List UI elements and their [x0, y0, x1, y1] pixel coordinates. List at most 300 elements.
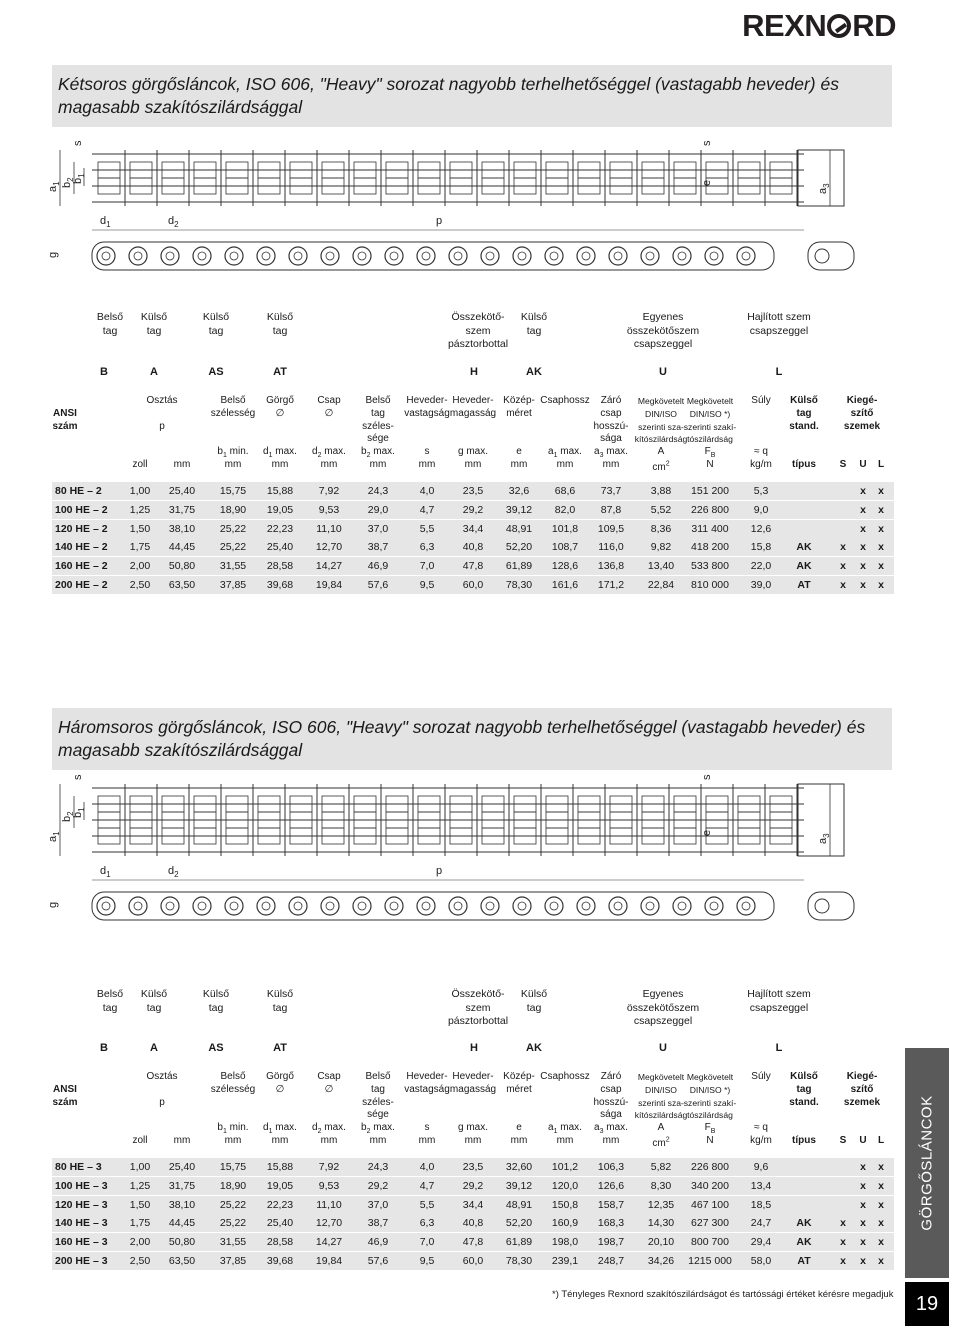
row-cell: 14,27: [315, 560, 343, 573]
roller: [321, 247, 339, 265]
hdr-p: p: [159, 1096, 165, 1108]
hdr-kozepmeret: Közép- méret: [503, 395, 535, 419]
type-letter-h: H: [470, 1042, 478, 1054]
pin: [486, 252, 494, 260]
row-cell: 19,05: [266, 1179, 294, 1192]
row-cell: 5,5: [419, 522, 435, 535]
pin: [646, 902, 654, 910]
roller: [545, 247, 563, 265]
hdr-mm-b1: mm: [224, 1135, 242, 1146]
row-cell: 23,5: [462, 1161, 484, 1173]
hdr-kiegeszito: Kiegé- szítő szemek: [843, 1071, 881, 1108]
row-cell: 20,10: [647, 1236, 675, 1249]
hdr-ansi: ANSI szám: [52, 1083, 78, 1108]
roller: [577, 247, 595, 265]
roller: [257, 247, 275, 265]
hdr-mm-p: mm: [173, 459, 191, 470]
row-cell: 38,10: [168, 1198, 196, 1211]
caption-line: pásztorbottal: [447, 1015, 509, 1027]
pin: [262, 902, 270, 910]
hdr-mm-g: mm: [464, 459, 482, 470]
row-cell: 4,0: [419, 1161, 435, 1173]
hdr-belso-tag: Belső tag széles- sége: [362, 395, 394, 445]
row-cell: 9,53: [318, 1179, 340, 1192]
row-cell: 1,75: [129, 1217, 151, 1230]
row-ansi-number: 160 HE – 3: [55, 1236, 108, 1249]
hdr-diam-d1: ∅: [275, 407, 285, 419]
type-letter-ak: AK: [526, 366, 542, 378]
row-cell: 25,40: [266, 541, 294, 554]
hdr-heveder-magassag: Heveder- magasság: [449, 395, 497, 419]
hdr-A: A: [657, 446, 665, 458]
type-letter-at: AT: [273, 366, 287, 378]
row-cell: 50,80: [168, 1236, 196, 1249]
end-link: [798, 150, 844, 206]
caption-5: [521, 311, 547, 338]
dim-label-s-right: s: [701, 140, 713, 146]
table-row: [52, 520, 894, 538]
row-cell: 101,2: [551, 1161, 579, 1173]
row-cell: 9,82: [650, 541, 672, 554]
dim-label-a1: $a_1$: [47, 831, 61, 842]
row-cell: 6,3: [419, 1217, 435, 1230]
row-cell: x: [860, 1179, 866, 1192]
row-cell: 226 800: [691, 503, 729, 516]
row-cell: 82,0: [554, 503, 576, 516]
row-cell: 37,85: [219, 1255, 247, 1267]
offset-roller: [815, 249, 829, 263]
row-cell: 12,70: [315, 541, 343, 554]
row-cell: 2,50: [129, 1255, 151, 1267]
caption-line: Hajlított szem: [747, 988, 811, 1000]
row-cell: 108,7: [551, 541, 579, 554]
row-cell: 19,84: [315, 1255, 343, 1267]
row-cell: 38,7: [367, 541, 389, 554]
pin: [518, 252, 526, 260]
table-row: [52, 482, 894, 500]
hdr-mm-d2: mm: [320, 1135, 338, 1146]
row-ansi-number: 120 HE – 2: [55, 522, 108, 535]
hdr-suly: Súly: [751, 1071, 771, 1082]
row-cell: 40,8: [462, 1217, 484, 1230]
pin: [710, 252, 718, 260]
type-letter-u: U: [659, 1042, 667, 1054]
row-cell: 44,45: [168, 1217, 196, 1230]
row-cell: 15,75: [219, 485, 247, 497]
table-row: [52, 1233, 894, 1251]
pin: [198, 902, 206, 910]
row-cell: 29,4: [750, 1236, 772, 1249]
roller: [609, 247, 627, 265]
hdr-U: U: [859, 459, 867, 470]
hdr-N: N: [706, 1135, 714, 1146]
caption-line: szem: [465, 1001, 491, 1014]
row-cell: 3,88: [650, 485, 672, 497]
caption-3: [267, 311, 293, 338]
table-row: [52, 1252, 894, 1270]
caption-line: csapszeggel: [633, 1015, 693, 1027]
row-cell: 25,40: [168, 485, 196, 497]
roller: [385, 897, 403, 915]
pin: [614, 902, 622, 910]
pin: [742, 902, 750, 910]
row-cell: 467 100: [691, 1198, 729, 1211]
row-cell: 48,91: [505, 522, 533, 535]
row-cell: 15,75: [219, 1161, 247, 1173]
caption-line: Hajlított szem: [747, 311, 811, 323]
hdr-S: S: [839, 459, 847, 470]
pin: [198, 252, 206, 260]
roller: [129, 897, 147, 915]
hdr-q: ≈ q: [754, 1122, 768, 1134]
row-cell: 1,25: [129, 503, 151, 516]
caption-line: Külső: [202, 988, 230, 1000]
row-cell: 73,7: [600, 485, 622, 497]
row-cell: 60,0: [462, 1255, 484, 1267]
hdr-mm-g: mm: [464, 1135, 482, 1146]
pin: [454, 252, 462, 260]
caption-line: csapszeggel: [749, 1001, 809, 1014]
row-cell: 46,9: [367, 560, 389, 573]
roller: [161, 247, 179, 265]
hdr-kulso-tag: Külső tag stand.: [789, 395, 819, 432]
roller: [705, 897, 723, 915]
row-cell: 19,05: [266, 503, 294, 516]
hdr-mm-s: mm: [418, 1135, 436, 1146]
hdr-gorgo: Görgő: [266, 395, 294, 406]
roller: [289, 247, 307, 265]
dim-label-p: p: [436, 215, 443, 227]
roller: [97, 897, 115, 915]
pin: [486, 902, 494, 910]
hdr-zaro-csap: Záró csap hosszú- sága: [593, 395, 629, 445]
type-letter-a: A: [150, 366, 158, 378]
row-cell: 7,0: [419, 560, 435, 573]
pin: [582, 902, 590, 910]
roller: [449, 897, 467, 915]
row-cell: x: [878, 485, 884, 497]
hdr-zoll: zoll: [132, 1135, 148, 1146]
caption-line: Külső: [520, 988, 548, 1000]
pin: [390, 252, 398, 260]
dim-label-s-left: s: [72, 774, 84, 780]
roller: [289, 897, 307, 915]
row-cell: x: [840, 1217, 846, 1230]
type-letter-h: H: [470, 366, 478, 378]
hdr-mm-b2: mm: [369, 1135, 387, 1146]
hdr-diam-d2: ∅: [324, 407, 334, 419]
row-ansi-number: 160 HE – 2: [55, 560, 108, 573]
row-cell: x: [840, 541, 846, 554]
side-plates: [92, 242, 774, 270]
row-cell: 9,6: [753, 1161, 769, 1173]
row-cell: 160,9: [551, 1217, 579, 1230]
roller: [321, 897, 339, 915]
caption-0: [97, 988, 123, 1015]
row-cell: 12,70: [315, 1217, 343, 1230]
row-cell: 15,88: [266, 485, 294, 497]
hdr-gorgo: Görgő: [266, 1071, 294, 1082]
caption-5: [521, 988, 547, 1015]
row-cell: 533 800: [691, 560, 729, 573]
caption-line: Külső: [140, 988, 168, 1000]
roller: [577, 897, 595, 915]
hdr-N: N: [706, 459, 714, 470]
table-row: [52, 1158, 894, 1176]
dim-label-b2: $b_2$: [61, 177, 75, 188]
row-cell: 2,50: [129, 579, 151, 591]
hdr-megkovetelt-2: Megkövetelt DIN/ISO *) szerinti szakí- tószilárdság: [683, 396, 737, 445]
row-ansi-number: 100 HE – 3: [55, 1179, 108, 1192]
row-cell: 4,0: [419, 485, 435, 497]
row-ansi-number: 200 HE – 3: [55, 1255, 108, 1267]
row-ansi-number: 140 HE – 2: [55, 541, 108, 554]
dim-label-g: g: [47, 251, 59, 258]
row-cell: 25,40: [168, 1161, 196, 1173]
pin: [550, 252, 558, 260]
hdr-mm-a3: mm: [602, 1135, 620, 1146]
caption-1: [141, 311, 167, 338]
row-ansi-number: 100 HE – 2: [55, 503, 108, 516]
row-cell: 9,5: [419, 1255, 435, 1267]
type-letter-l: L: [775, 1042, 783, 1054]
pin: [390, 902, 398, 910]
row-cell: 226 800: [691, 1161, 729, 1173]
hdr-d2: $d_2$ max.: [312, 446, 346, 460]
row-cell: 6,3: [419, 541, 435, 554]
roller: [609, 897, 627, 915]
hdr-a1: $a_1$ max.: [548, 446, 582, 460]
row-cell: 109,5: [597, 522, 625, 535]
row-cell: x: [878, 541, 884, 554]
row-cell: 14,30: [647, 1217, 675, 1230]
row-cell: 23,5: [462, 485, 484, 497]
roller: [193, 897, 211, 915]
hdr-cm2: $cm^2$: [652, 461, 670, 474]
row-cell: 78,30: [505, 1255, 533, 1267]
hdr-csaphossz: Csaphossz: [540, 1071, 590, 1082]
row-cell: 29,2: [462, 1179, 484, 1192]
row-cell: 37,85: [219, 579, 247, 591]
row-cell: 5,52: [650, 503, 672, 516]
rexnord-logo: REXN RD: [742, 8, 896, 43]
row-cell: 39,12: [505, 1179, 533, 1192]
row-cell: 44,45: [168, 541, 196, 554]
hdr-a3: $a_3$ max.: [594, 446, 628, 460]
caption-line: pásztorbottal: [447, 338, 509, 350]
triple-chain-drawing: [44, 774, 894, 958]
caption-line: tag: [208, 324, 224, 337]
hdr-osztas: Osztás: [146, 1071, 178, 1082]
row-cell: x: [860, 579, 866, 591]
section-title-double: Kétsoros görgősláncok, ISO 606, "Heavy" sorozat nagyobb terhelhetőséggel (vastagabb heveder) és magasabb szakítószilárdsággal: [52, 65, 892, 127]
row-cell: x: [840, 560, 846, 573]
row-cell: 31,75: [168, 503, 196, 516]
row-cell: 158,7: [597, 1198, 625, 1211]
row-cell: x: [860, 541, 866, 554]
logo-o-mark: [827, 14, 851, 38]
row-cell: x: [878, 522, 884, 535]
row-cell: 22,23: [266, 1198, 294, 1211]
hdr-q: ≈ q: [754, 446, 768, 458]
hdr-mm-a3: mm: [602, 459, 620, 470]
pin: [518, 902, 526, 910]
row-cell: x: [878, 503, 884, 516]
row-cell: 126,6: [597, 1179, 625, 1192]
row-cell: 39,0: [750, 579, 772, 591]
row-cell: 15,8: [750, 541, 772, 554]
row-cell: 39,68: [266, 579, 294, 591]
row-cell: 1,25: [129, 1179, 151, 1192]
row-cell: 13,4: [750, 1179, 772, 1192]
row-cell: 18,90: [219, 1179, 247, 1192]
row-cell: 1,50: [129, 1198, 151, 1211]
dim-label-s-right: s: [701, 774, 713, 780]
pin: [646, 252, 654, 260]
row-cell: 11,10: [316, 1198, 342, 1211]
roller: [673, 897, 691, 915]
hdr-F: $F_B$: [704, 1122, 716, 1136]
caption-line: tag: [272, 324, 288, 337]
row-cell: 46,9: [367, 1236, 389, 1249]
row-cell: 136,8: [597, 560, 625, 573]
pin: [294, 252, 302, 260]
row-cell: 25,40: [266, 1217, 294, 1230]
row-cell: 1,00: [129, 1161, 151, 1173]
row-cell: 18,90: [219, 503, 247, 516]
dim-label-g: g: [47, 901, 59, 908]
roller: [545, 897, 563, 915]
caption-line: Összekötő-: [451, 988, 505, 1000]
footnote: *) Tényleges Rexnord szakítószilárdságot és tartóssági értéket kérésre megadjuk: [552, 1289, 894, 1300]
row-cell: 418 200: [691, 541, 729, 554]
row-cell: x: [860, 1236, 866, 1249]
row-cell: 29,0: [367, 503, 389, 516]
row-cell: 9,5: [419, 579, 435, 591]
row-cell: 29,2: [367, 1179, 389, 1192]
row-cell: x: [860, 1198, 866, 1211]
row-cell: 12,35: [647, 1198, 675, 1211]
row-cell: 15,88: [266, 1161, 294, 1173]
pin: [262, 252, 270, 260]
row-cell: 61,89: [505, 1236, 533, 1249]
caption-line: Egyenes: [642, 988, 684, 1000]
hdr-d1: $d_1$ max.: [263, 446, 297, 460]
hdr-csaphossz: Csaphossz: [540, 395, 590, 406]
caption-line: tag: [146, 324, 162, 337]
caption-line: tag: [272, 1001, 288, 1014]
table-row: [52, 538, 894, 556]
hdr-d2: $d_2$ max.: [312, 1122, 346, 1136]
hdr-kozepmeret: Közép- méret: [503, 1071, 535, 1095]
row-cell: 9,0: [753, 503, 769, 516]
type-letter-ak: AK: [526, 1042, 542, 1054]
caption-line: Egyenes: [642, 311, 684, 323]
pin: [422, 902, 430, 910]
row-cell: 7,92: [318, 1161, 340, 1173]
row-cell: 340 200: [691, 1179, 729, 1192]
row-cell: 63,50: [168, 579, 196, 591]
row-cell: 34,4: [462, 522, 484, 535]
row-cell: 8,36: [650, 522, 672, 535]
dim-label-a3: $a_3$: [817, 833, 831, 844]
caption-7: [747, 988, 811, 1015]
hdr-cm2: $cm^2$: [652, 1137, 670, 1150]
row-cell: 34,4: [462, 1198, 484, 1211]
dim-label-b1: $b_1$: [72, 173, 86, 184]
pin: [582, 252, 590, 260]
row-cell: 13,40: [647, 560, 675, 573]
pin: [230, 252, 238, 260]
row-cell: 11,10: [316, 522, 342, 535]
row-cell: 198,0: [551, 1236, 579, 1249]
hdr-L: L: [877, 1135, 885, 1146]
caption-line: Külső: [266, 988, 294, 1000]
roller: [449, 247, 467, 265]
row-cell: 627 300: [691, 1217, 729, 1230]
caption-line: Külső: [520, 311, 548, 323]
row-cell: 239,1: [551, 1255, 579, 1267]
hdr-mm-a1: mm: [556, 459, 574, 470]
pin: [710, 902, 718, 910]
caption-line: tag: [526, 1001, 542, 1014]
pin: [678, 252, 686, 260]
hdr-megkovetelt-2: Megkövetelt DIN/ISO *) szerinti szakí- tószilárdság: [683, 1072, 737, 1121]
caption-line: összekötőszem: [626, 324, 700, 337]
roller: [513, 247, 531, 265]
table-row: [52, 1196, 894, 1214]
row-cell: x: [878, 1217, 884, 1230]
row-cell: x: [840, 1255, 846, 1267]
caption-2: [203, 311, 229, 338]
row-cell: 25,22: [219, 541, 247, 554]
row-cell: 24,3: [367, 485, 389, 497]
roller: [353, 897, 371, 915]
row-cell: 31,55: [219, 1236, 247, 1249]
row-cell: x: [878, 1198, 884, 1211]
row-cell: 25,22: [219, 522, 247, 535]
row-cell: 2,00: [129, 560, 151, 573]
section-title-triple: Háromsoros görgősláncok, ISO 606, "Heavy" sorozat nagyobb terhelhetőséggel (vastagabb heveder) és magasabb szakítószilárdsággal: [52, 708, 892, 770]
roller: [481, 897, 499, 915]
row-cell: 52,20: [505, 1217, 533, 1230]
row-cell: 29,2: [462, 503, 484, 516]
row-cell: 37,0: [367, 522, 389, 535]
row-cell: 57,6: [367, 579, 389, 591]
dim-label-a1: $a_1$: [47, 181, 61, 192]
row-cell: 4,7: [419, 1179, 435, 1192]
hdr-g: g max.: [457, 1122, 489, 1134]
row-cell: x: [840, 579, 846, 591]
hdr-d1: $d_1$ max.: [263, 1122, 297, 1136]
caption-0: [97, 311, 123, 338]
chapter-label: GÖRGŐSLÁNCOK: [918, 1095, 936, 1231]
hdr-A: A: [657, 1122, 665, 1134]
row-cell: x: [860, 522, 866, 535]
row-cell: 311 400: [691, 522, 729, 535]
row-cell: 24,3: [367, 1161, 389, 1173]
caption-line: Külső: [266, 311, 294, 323]
caption-line: szem: [465, 324, 491, 337]
row-cell: x: [860, 1255, 866, 1267]
dim-label-b2: $b_2$: [61, 811, 75, 822]
hdr-a1: $a_1$ max.: [548, 1122, 582, 1136]
roller: [257, 897, 275, 915]
roller: [417, 897, 435, 915]
row-cell: 171,2: [597, 579, 625, 591]
row-cell: 5,3: [753, 485, 769, 497]
row-cell: 198,7: [597, 1236, 625, 1249]
